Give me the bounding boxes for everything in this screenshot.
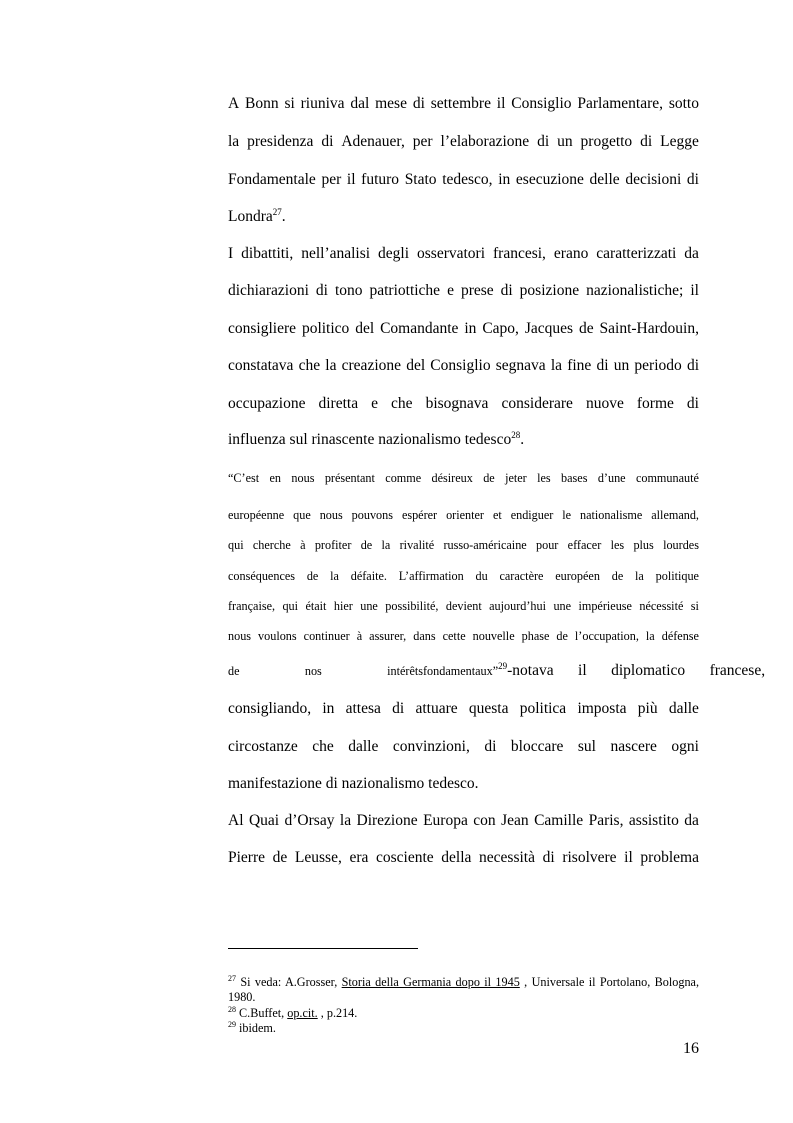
body-line xyxy=(228,395,699,413)
word: aujourd’hui xyxy=(489,599,547,613)
body-line: manifestazione di nazionalismo tedesco. xyxy=(228,775,479,792)
word: L’affirmation xyxy=(398,569,464,583)
body-line xyxy=(228,245,699,263)
word: di xyxy=(500,282,513,299)
word: il xyxy=(346,171,356,188)
word: attuare xyxy=(415,700,458,717)
word: la xyxy=(381,538,391,552)
word: de xyxy=(306,569,319,583)
word: e xyxy=(371,395,379,412)
word: di xyxy=(596,357,609,374)
word: dal xyxy=(350,95,370,112)
word: settembre xyxy=(430,95,491,112)
word: di xyxy=(412,95,425,112)
word: forme xyxy=(636,395,674,412)
word: “C’est xyxy=(228,471,260,485)
word: in xyxy=(464,320,477,337)
word: consigliando, xyxy=(228,700,312,717)
word: -notava xyxy=(507,662,554,679)
page-number: 16 xyxy=(683,1040,699,1057)
word: nell’analisi xyxy=(301,245,371,262)
word: orienter xyxy=(446,508,484,522)
word: phase xyxy=(521,629,550,643)
footnote-text: , p.214. xyxy=(317,1006,358,1020)
word: d’Orsay xyxy=(284,812,335,829)
word: dichiarazioni xyxy=(228,282,309,299)
word: erano xyxy=(553,245,589,262)
word: assistito xyxy=(628,812,679,829)
footnote-ref-27[interactable]: 27 xyxy=(272,207,282,217)
word: futuro xyxy=(361,171,400,188)
word: une xyxy=(553,599,572,613)
body-line xyxy=(228,357,699,375)
word: della xyxy=(441,849,472,866)
body-line xyxy=(228,812,699,830)
footnote-text: C.Buffet, xyxy=(236,1006,288,1020)
body-line xyxy=(228,208,699,226)
word: politico xyxy=(301,320,350,337)
word: les xyxy=(537,471,551,485)
word: il xyxy=(690,282,699,299)
word: de xyxy=(556,629,568,643)
word: era xyxy=(349,849,369,866)
word: nous xyxy=(319,508,343,522)
word: nationalisme xyxy=(580,508,643,522)
word: tedesco, xyxy=(442,171,493,188)
quote-line xyxy=(228,629,699,644)
word: européenne xyxy=(228,508,285,522)
word: più xyxy=(637,700,658,717)
word: da xyxy=(684,812,699,829)
word: di xyxy=(321,133,334,150)
footnote-number: 29 xyxy=(228,1020,236,1029)
word: tono xyxy=(334,282,363,299)
footnote-ref-28[interactable]: 28 xyxy=(511,430,521,440)
footnote-text: ibidem. xyxy=(236,1021,276,1035)
word: nous xyxy=(228,629,252,643)
word: à xyxy=(356,629,363,643)
word: Al xyxy=(228,812,244,829)
word: en xyxy=(269,471,282,485)
word: Parlamentare, xyxy=(577,95,664,112)
footnote-separator xyxy=(228,948,418,949)
word: devient xyxy=(445,599,482,613)
word: les xyxy=(610,538,625,552)
quote-line xyxy=(228,508,699,523)
word: attesa xyxy=(345,700,381,717)
footnote-number: 27 xyxy=(228,974,236,983)
word: russo-américaine xyxy=(443,538,527,552)
word: du xyxy=(475,569,488,583)
word: il xyxy=(496,95,506,112)
word: patriottiche xyxy=(369,282,441,299)
body-line xyxy=(228,95,699,113)
quote-line xyxy=(228,599,699,614)
body-line xyxy=(228,320,699,338)
word: del xyxy=(406,357,426,374)
word: da xyxy=(684,245,699,262)
word: Consiglio xyxy=(430,357,491,374)
word: plus xyxy=(633,538,654,552)
word: bases xyxy=(561,471,588,485)
word: occupazione xyxy=(228,395,306,412)
footnote-27 xyxy=(228,975,699,1005)
word: di xyxy=(686,171,699,188)
word: creazione xyxy=(341,357,402,374)
word: Direzione xyxy=(356,812,418,829)
word: de xyxy=(360,538,373,552)
word: di xyxy=(542,849,555,866)
word: problema xyxy=(640,849,699,866)
body-text: Londra xyxy=(228,208,273,225)
word: progetto xyxy=(580,133,633,150)
word: profiter xyxy=(314,538,352,552)
word: considerare xyxy=(501,395,573,412)
word: questa xyxy=(468,700,509,717)
word: periodo xyxy=(634,357,682,374)
word: Europa xyxy=(423,812,468,829)
word: la xyxy=(325,357,337,374)
word: dans xyxy=(413,629,436,643)
word: nazionalistiche; xyxy=(586,282,684,299)
word: Leusse, xyxy=(294,849,342,866)
word: à xyxy=(300,538,306,552)
word: de xyxy=(611,569,624,583)
word: Saint-Hardouin, xyxy=(599,320,699,337)
footnote-text: , Universale il Portolano, Bologna, 1980. xyxy=(228,975,699,1004)
word: I xyxy=(228,245,234,262)
body-line xyxy=(228,431,699,449)
word: di xyxy=(686,357,699,374)
body-fragment xyxy=(507,662,765,680)
word: in xyxy=(498,171,511,188)
word: bloccare xyxy=(510,738,564,755)
word: politica xyxy=(519,700,567,717)
footnote-book-title[interactable]: Storia della Germania dopo il 1945 xyxy=(341,975,520,989)
word: que xyxy=(293,508,311,522)
quote-line xyxy=(228,569,699,584)
word: bisognava xyxy=(425,395,489,412)
word: conséquences xyxy=(228,569,296,583)
word: Paris, xyxy=(588,812,624,829)
word: A xyxy=(228,95,240,112)
footnote-text: Si veda: A.Grosser, xyxy=(236,975,342,989)
footnote-number: 28 xyxy=(228,1005,236,1014)
word: mese xyxy=(375,95,407,112)
word: qui xyxy=(228,538,244,552)
word: Consiglio xyxy=(511,95,572,112)
word: consigliere xyxy=(228,320,297,337)
word: rivalité xyxy=(399,538,435,552)
body-line xyxy=(228,282,699,300)
word: la xyxy=(550,357,563,374)
word: e xyxy=(447,282,454,299)
word: dalle xyxy=(668,700,699,717)
word: de xyxy=(272,849,288,866)
word: européen xyxy=(555,569,600,583)
word: constatava xyxy=(228,357,294,374)
word: nuove xyxy=(585,395,624,412)
word: continuer xyxy=(303,629,350,643)
word: con xyxy=(473,812,496,829)
word: pouvons xyxy=(351,508,393,522)
word: in xyxy=(322,700,335,717)
word: voulons xyxy=(258,629,297,643)
word: endiguer xyxy=(510,508,554,522)
word: défaite. xyxy=(350,569,387,583)
word: la xyxy=(645,629,655,643)
word: effacer xyxy=(567,538,602,552)
word: degli xyxy=(378,245,410,262)
word: presidenza xyxy=(247,133,314,150)
word: l’occupation, xyxy=(574,629,639,643)
word: di xyxy=(640,133,653,150)
quote-line xyxy=(228,538,699,553)
word: Stato xyxy=(404,171,437,188)
word: Pierre xyxy=(228,849,266,866)
word: risolvere xyxy=(562,849,617,866)
word: di xyxy=(686,395,699,412)
word: cosciente xyxy=(376,849,434,866)
footnote-book-title[interactable]: op.cit. xyxy=(287,1006,318,1020)
word: decisioni xyxy=(625,171,682,188)
word: per xyxy=(412,133,433,150)
word: le xyxy=(562,508,572,522)
word: lourdes xyxy=(663,538,699,552)
word: Camille xyxy=(534,812,584,829)
word: nouvelle xyxy=(472,629,515,643)
word: posizione xyxy=(519,282,580,299)
word: nous xyxy=(291,471,315,485)
quote-end-line xyxy=(228,661,766,680)
word: caratterizzati xyxy=(596,245,677,262)
word: la xyxy=(635,569,644,583)
body-line xyxy=(228,700,699,718)
word: diretta xyxy=(318,395,359,412)
word: défense xyxy=(661,629,699,643)
quote-fragment xyxy=(423,661,508,679)
word: était xyxy=(305,599,327,613)
word: et xyxy=(492,508,502,522)
word: del xyxy=(355,320,375,337)
word: jeter xyxy=(505,471,527,485)
word: Quai xyxy=(248,812,280,829)
quote-line xyxy=(228,471,699,486)
word: necessità xyxy=(479,849,535,866)
word: communauté xyxy=(635,471,699,485)
word: possibilité, xyxy=(385,599,439,613)
quote-text: fondamentaux” xyxy=(423,664,499,678)
word: il xyxy=(624,849,633,866)
word: nécessité xyxy=(639,599,684,613)
word: si xyxy=(284,95,295,112)
word: la xyxy=(339,812,352,829)
body-text: . xyxy=(520,431,525,448)
word: di xyxy=(537,133,550,150)
word: francesi, xyxy=(493,245,546,262)
word: impérieuse xyxy=(578,599,632,613)
word: nos xyxy=(304,664,322,678)
word: la xyxy=(228,133,240,150)
word: espérer xyxy=(401,508,438,522)
word: diplomatico xyxy=(611,662,686,679)
word: che xyxy=(312,738,334,755)
word: che xyxy=(391,395,413,412)
word: intérêts xyxy=(387,664,423,678)
word: Jean xyxy=(501,812,529,829)
word: che xyxy=(298,357,321,374)
word: de xyxy=(483,471,495,485)
word: circostanze xyxy=(228,738,298,755)
word: présentant xyxy=(324,471,375,485)
word: si xyxy=(690,599,699,613)
word: politique xyxy=(655,569,699,583)
word: désireux xyxy=(431,471,473,485)
quote-fragment xyxy=(228,664,423,679)
word: Adenauer, xyxy=(341,133,405,150)
body-line xyxy=(228,133,699,151)
word: Bonn xyxy=(245,95,279,112)
word: fine xyxy=(567,357,592,374)
word: Capo, xyxy=(482,320,519,337)
word: dalle xyxy=(348,738,379,755)
word: delle xyxy=(589,171,620,188)
footnote-ref-29[interactable]: 29 xyxy=(498,661,508,671)
word: hier xyxy=(333,599,353,613)
word: pour xyxy=(536,538,559,552)
word: une xyxy=(360,599,378,613)
word: di xyxy=(392,700,405,717)
word: Jacques xyxy=(524,320,574,337)
word: nascere xyxy=(610,738,657,755)
word: esecuzione xyxy=(515,171,584,188)
word: la xyxy=(330,569,339,583)
body-text: influenza sul rinascente nazionalismo tedesco xyxy=(228,431,512,448)
word: cherche xyxy=(252,538,291,552)
word: di xyxy=(484,738,497,755)
word: di xyxy=(315,282,328,299)
word: segnava xyxy=(495,357,546,374)
word: Comandante xyxy=(380,320,459,337)
word: sul xyxy=(577,738,596,755)
word: osservatori xyxy=(417,245,486,262)
word: française, xyxy=(228,599,276,613)
footnote-28 xyxy=(228,1006,699,1021)
word: ogni xyxy=(671,738,699,755)
body-line xyxy=(228,171,699,189)
word: l’elaborazione xyxy=(440,133,530,150)
body-text: . xyxy=(281,208,286,225)
word: sotto xyxy=(668,95,699,112)
word: convinzioni, xyxy=(392,738,470,755)
word: francese, xyxy=(709,662,766,679)
body-line xyxy=(228,849,699,867)
word: de xyxy=(228,664,240,678)
word: assurer, xyxy=(369,629,407,643)
word: Legge xyxy=(660,133,699,150)
word: un xyxy=(613,357,630,374)
word: d’une xyxy=(597,471,626,485)
word: cette xyxy=(442,629,466,643)
word: Fondamentale xyxy=(228,171,316,188)
word: imposta xyxy=(577,700,627,717)
word: de xyxy=(578,320,594,337)
word: caractère xyxy=(499,569,544,583)
word: il xyxy=(578,662,587,679)
word: dibattiti, xyxy=(241,245,294,262)
body-line xyxy=(228,738,699,756)
word: comme xyxy=(385,471,422,485)
word: qui xyxy=(282,599,299,613)
footnote-29 xyxy=(228,1021,699,1036)
word: allemand, xyxy=(651,508,699,522)
word: riuniva xyxy=(300,95,345,112)
word: per xyxy=(321,171,342,188)
word: un xyxy=(557,133,573,150)
word: prese xyxy=(460,282,494,299)
